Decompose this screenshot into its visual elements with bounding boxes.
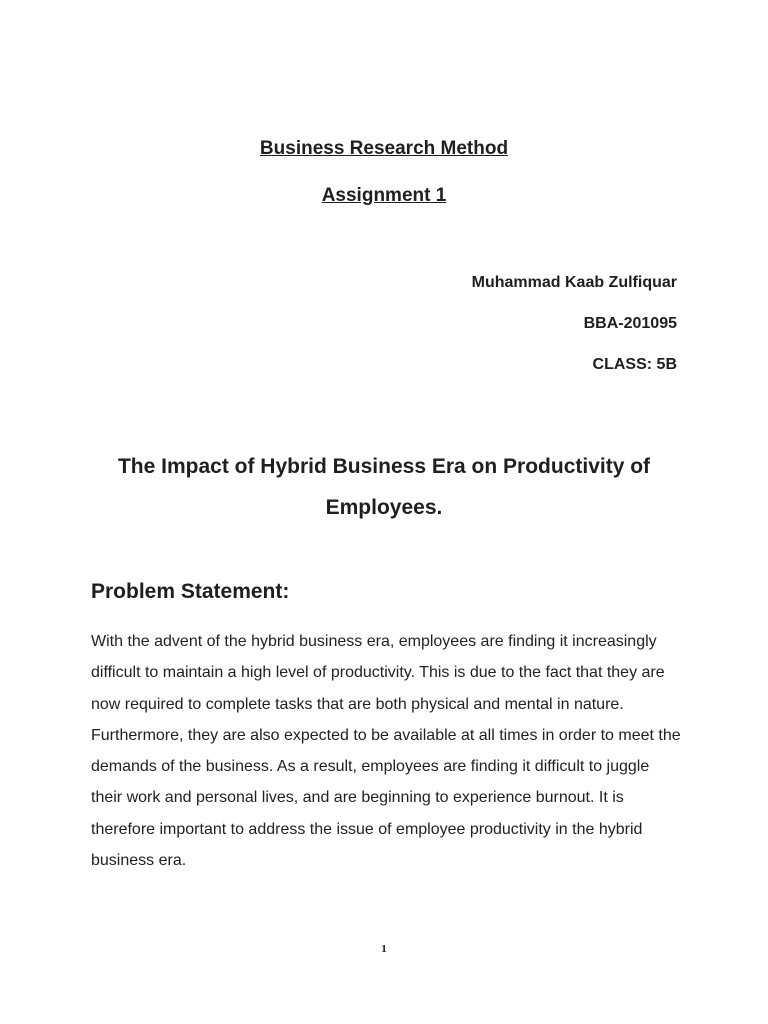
assignment-title: Assignment 1	[321, 185, 447, 206]
student-id: BBA-201095	[583, 315, 677, 332]
document-title: The Impact of Hybrid Business Era on Productivity of Employees.	[117, 455, 651, 519]
class-label: CLASS: 5B	[592, 356, 677, 373]
author-block	[472, 273, 677, 396]
page-number: 1	[381, 943, 387, 955]
section-heading: Problem Statement:	[91, 580, 290, 603]
problem-statement-text: With the advent of the hybrid business era, employees are finding it increasingly difficult to maintain a high level of productivity. This is due to the fact that they are now required to complete tasks that are both physical and mental in nature. Furthermore, they are also expected to be available at all times in order to meet the demands of the business. As a result, employees are finding it difficult to juggle their work and personal lives, and are beginning to experience burnout. It is therefore important to address the issue of employee productivity in the hybrid business era.	[91, 633, 681, 870]
author-name: Muhammad Kaab Zulfiquar	[471, 274, 677, 291]
course-title: Business Research Method	[259, 138, 509, 159]
